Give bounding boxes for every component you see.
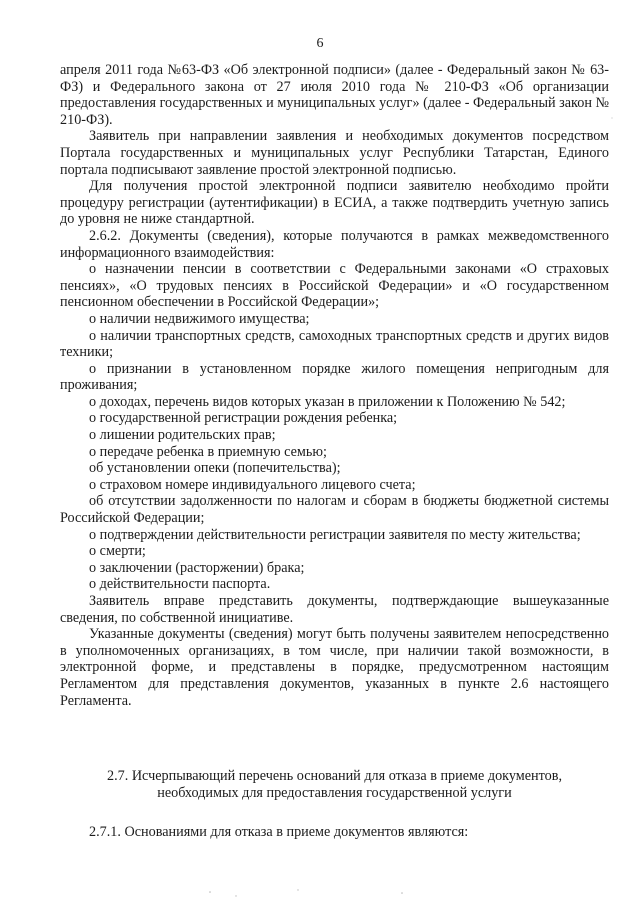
list-item-guardianship: об установлении опеки (попечительства); [89, 460, 341, 477]
list-item-pension: о назначении пенсии в соответствии с Федеральными законами «О страховых пенсиях», «О трудовых пенсиях в Российской Федерации» и «О государственном пенсионном обеспечении в Российской Федерации»; [60, 261, 609, 311]
list-item-death: о смерти; [89, 543, 146, 560]
list-item-parental-rights: о лишении родительских прав; [89, 427, 276, 444]
paragraph-law-references: апреля 2011 года №63-ФЗ «Об электронной подписи» (далее - Федеральный закон № 63-ФЗ) и Федерального закона от 27 июля 2010 года № 210-ФЗ «Об организации предоставления государственных и муниципальных услуг» (далее - Федеральный закон № 210-ФЗ). [60, 62, 609, 128]
section-heading-line-2: необходимых для предоставления государственной услуги [157, 785, 512, 801]
list-item-residence-registration: о подтверждении действительности регистрации заявителя по месту жительства; [89, 526, 581, 543]
list-item-birth-registration: о государственной регистрации рождения ребенка; [89, 410, 398, 427]
list-item-housing-unfit: о признании в установленном порядке жилого помещения непригодным для проживания; [60, 360, 609, 394]
paragraph-esia-registration: Для получения простой электронной подписи заявителю необходимо пройти процедуру регистрации (аутентификации) в ЕСИА, а также подтвердить учетную запись до уровня не ниже стандартной. [60, 178, 609, 228]
list-item-tax-debt: об отсутствии задолженности по налогам и сборам в бюджеты бюджетной системы Российской Федерации; [60, 493, 609, 527]
paragraph-obtained-directly: Указанные документы (сведения) могут быть получены заявителем непосредственно в уполномоченных организациях, в том числе, при наличии такой возможности, в электронной форме, и представлены в порядке, предусмотренном настоящим Регламентом для представления документов, указанных в пункте 2.6 настоящего Регламента. [60, 626, 609, 709]
list-item-passport: о действительности паспорта. [89, 576, 271, 593]
list-item-real-estate: о наличии недвижимого имущества; [89, 310, 310, 327]
paragraph-own-initiative: Заявитель вправе представить документы, подтверждающие вышеуказанные сведения, по собственной инициативе. [60, 593, 609, 626]
list-item-income: о доходах, перечень видов которых указан в приложении к Положению № 542; [89, 393, 566, 410]
section-heading-line-1: 2.7. Исчерпывающий перечень оснований для отказа в приеме документов, [106, 768, 562, 784]
section-heading [60, 768, 609, 802]
list-item-foster-family: о передаче ребенка в приемную семью; [89, 443, 327, 460]
list-item-insurance-number: о страховом номере индивидуального лицевого счета; [89, 476, 416, 493]
page-number: 6 [316, 36, 324, 51]
paragraph-portal-signature: Заявитель при направлении заявления и необходимых документов посредством Портала государственных и муниципальных услуг Республики Татарстан, Единого портала подписывают заявление простой электронной подписью. [60, 128, 609, 178]
paragraph-interagency-documents: 2.6.2. Документы (сведения), которые получаются в рамках межведомственного информационного взаимодействия: [60, 227, 609, 261]
list-item-vehicles: о наличии транспортных средств, самоходных транспортных средств и других видов техники; [60, 327, 609, 361]
section-clause: 2.7.1. Основаниями для отказа в приеме документов являются: [89, 824, 469, 840]
list-item-marriage: о заключении (расторжении) брака; [89, 559, 305, 576]
document-body [60, 62, 609, 709]
